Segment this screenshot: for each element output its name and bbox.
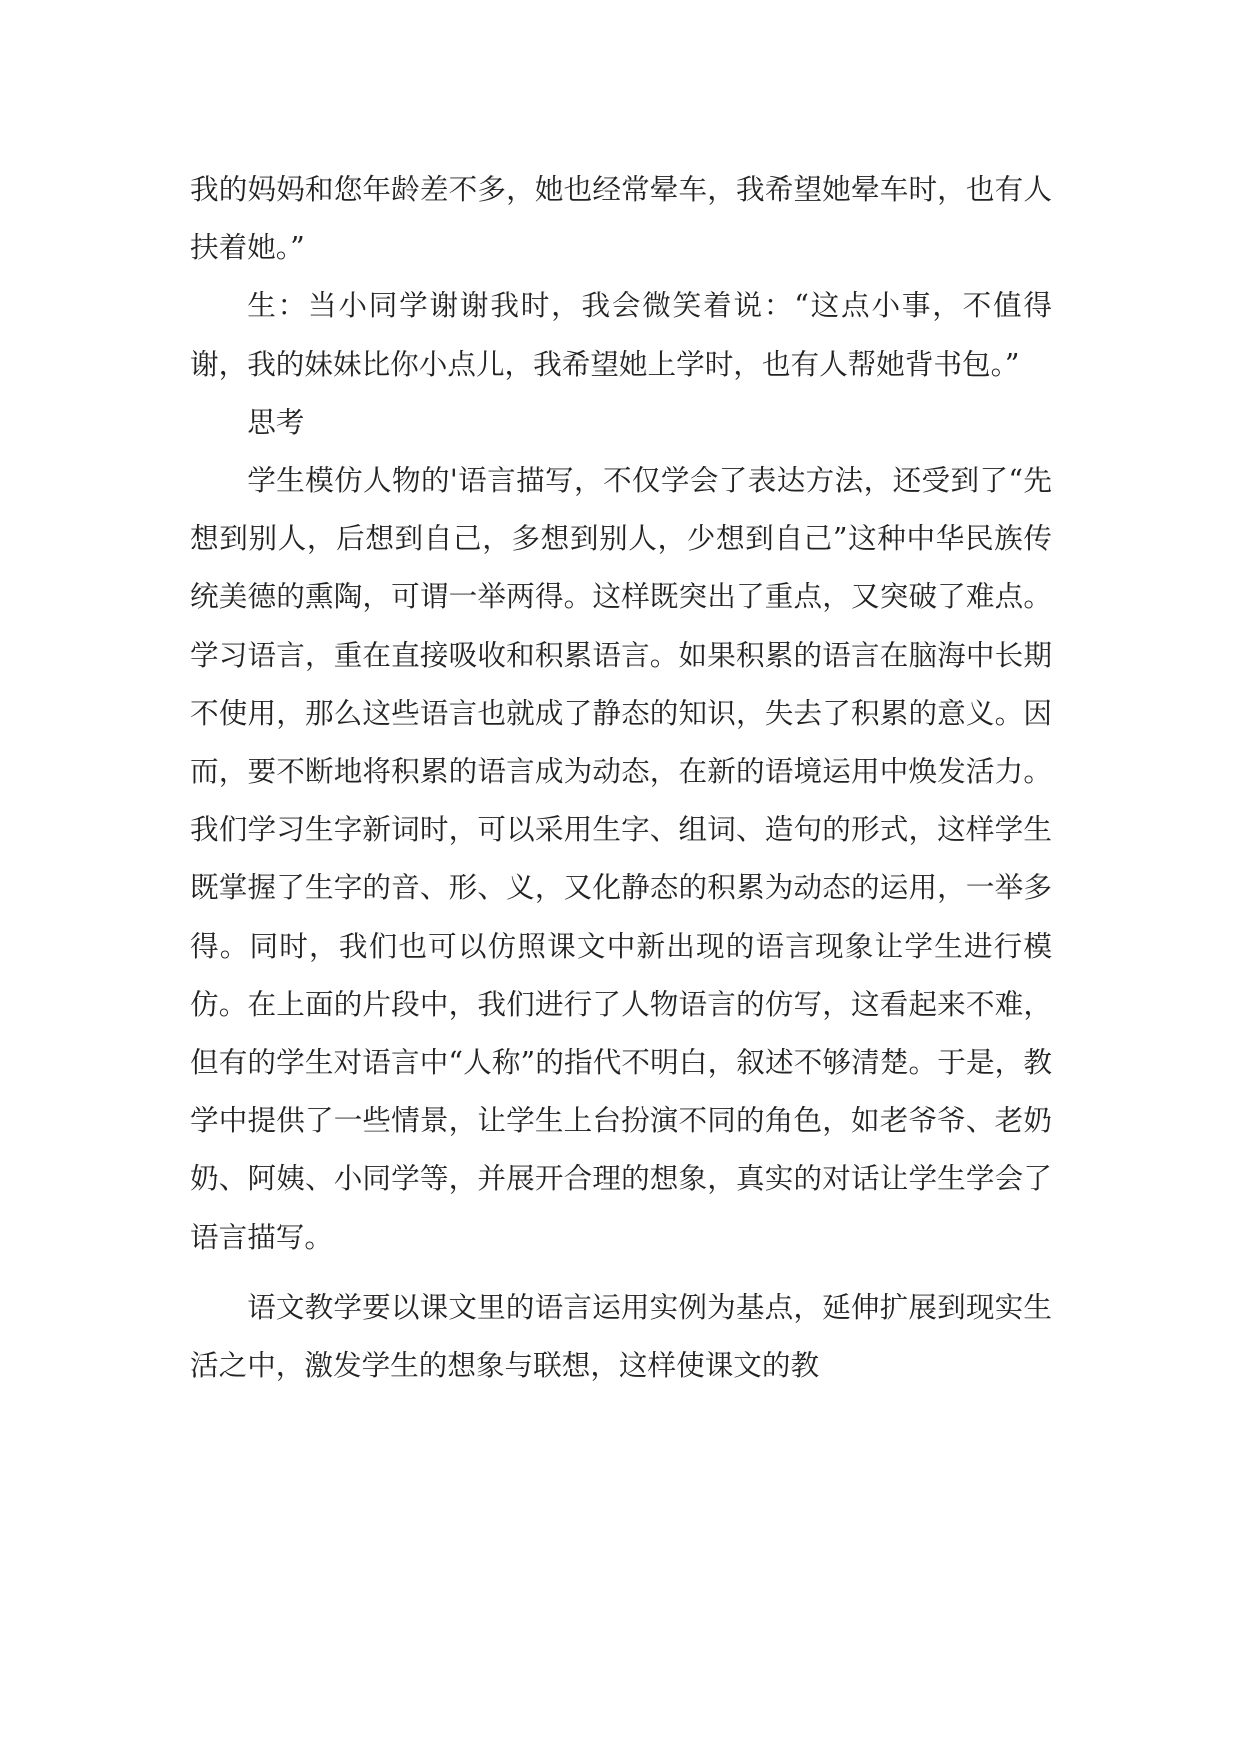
paragraph-teaching-conclusion: 语文教学要以课文里的语言运用实例为基点，延伸扩展到现实生活之中，激发学生的想象与联想，这样使课文的教 (190, 1289, 1052, 1383)
section-heading-reflection: 思考 (247, 404, 305, 439)
paragraph-student-response: 生：当小同学谢谢我时，我会微笑着说：“这点小事，不值得谢，我的妹妹比你小点儿，我希望她上学时，也有人帮她背书包。” (190, 288, 1052, 381)
paragraph-reflection-body: 学生模仿人物的'语言描写，不仅学会了表达方法，还受到了“先想到别人，后想到自己，多想到别人，少想到自己”这种中华民族传统美德的熏陶，可谓一举两得。这样既突出了重点，又突破了难点。学习语言，重在直接吸收和积累语言。如果积累的语言在脑海中长期不使用，那么这些语言也就成了静态的知识，失去了积累的意义。因而，要不断地将积累的语言成为动态，在新的语境运用中焕发活力。我们学习生字新词时，可以采用生字、组词、造句的形式，这样学生既掌握了生字的音、形、义，又化静态的积累为动态的运用，一举多得。同时，我们也可以仿照课文中新出现的语言现象让学生进行模仿。在上面的片段中，我们进行了人物语言的仿写，这看起来不难，但有的学生对语言中“人称”的指代不明白，叙述不够清楚。于是，教学中提供了一些情景，让学生上台扮演不同的角色，如老爷爷、老奶奶、阿姨、小同学等，并展开合理的想象，真实的对话让学生学会了语言描写。 (190, 463, 1052, 1254)
document-body (190, 160, 1052, 1394)
paragraph-dialogue-continuation: 我的妈妈和您年龄差不多，她也经常晕车，我希望她晕车时，也有人扶着她。” (190, 172, 1052, 265)
